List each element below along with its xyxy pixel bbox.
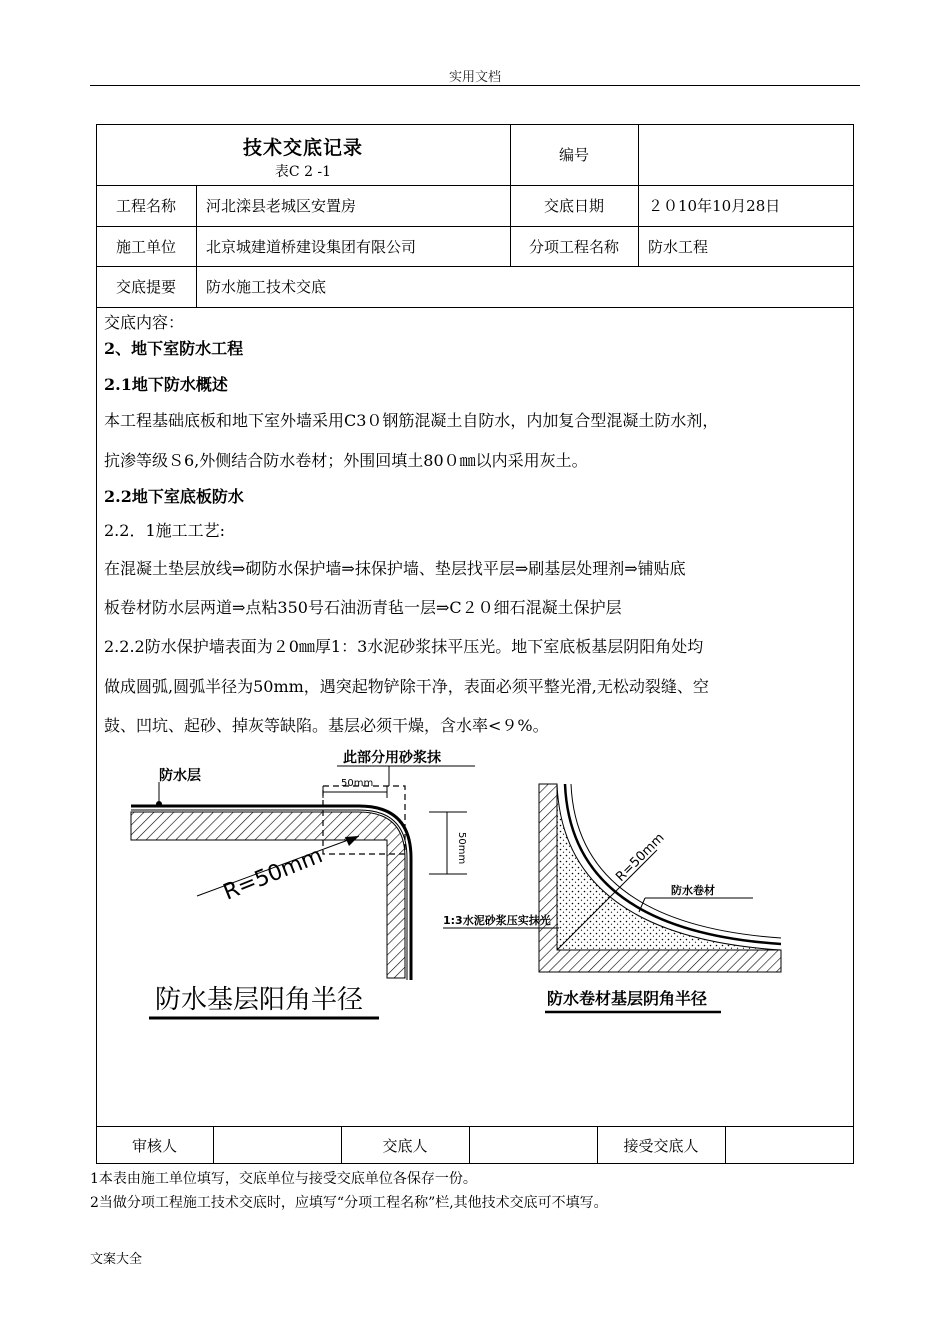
number-label: 编号 (558, 146, 589, 164)
paragraph-line: 抗渗等级Ｓ6,外侧结合防水卷材；外围回填土80０㎜以内采用灰土。 (104, 451, 588, 470)
diagram-area (97, 740, 853, 1125)
reviewer-label: 审核人 (131, 1136, 177, 1155)
date-field[interactable]: ２０10年10月28日 (648, 197, 781, 215)
subproject-label: 分项工程名称 (528, 237, 619, 256)
diagram-caption: 防水卷材基层阴角半径 (547, 989, 708, 1008)
subsection-title: 2.2．1施工工艺: (104, 521, 226, 540)
membrane-label: 防水卷材 (671, 884, 715, 897)
layer-label: 防水层 (159, 768, 201, 784)
page-footer: 文案大全 (90, 1252, 143, 1267)
title-block (96, 126, 510, 184)
content-intro: 交底内容： (104, 313, 185, 332)
paragraph-line: 鼓、凹坑、起砂、掉灰等缺陷。基层必须干燥，含水率<９%。 (104, 716, 549, 735)
paragraph-line: 板卷材防水层两道⇒点粘350号石油沥青毡一层⇒C２０细石混凝土保护层 (104, 598, 622, 617)
mortar-label: 此部分用砂浆抹 (343, 750, 441, 766)
summary-label: 交底提要 (115, 278, 176, 296)
diagram-caption: 防水基层阳角半径 (155, 985, 364, 1015)
dimension-side: 50mm (456, 832, 467, 865)
date-label: 交底日期 (543, 197, 604, 215)
subproject-field[interactable]: 防水工程 (648, 237, 709, 256)
dimension-top: 50mm (341, 778, 374, 789)
project-name-field[interactable]: 河北滦县老城区安置房 (206, 197, 357, 215)
paragraph-line: 在混凝土垫层放线⇒砌防水保护墙⇒抹保护墙、垫层找平层⇒刷基层处理剂⇒铺贴底 (104, 559, 686, 578)
paragraph-line: 做成圆弧,圆弧半径为50mm，遇突起物铲除干净，表面必须平整光滑,无松动裂缝、空 (104, 677, 709, 696)
radius-label: R=50mm (219, 843, 327, 906)
form-number: 表C 2 -1 (274, 164, 332, 180)
header-rule (90, 85, 860, 86)
note-line: 1本表由施工单位填写，交底单位与接受交底单位各保存一份。 (90, 1171, 477, 1187)
number-field[interactable] (638, 124, 854, 185)
paragraph-line: 本工程基础底板和地下室外墙采用C3０钢筋混凝土自防水，内加复合型混凝土防水剂， (104, 411, 719, 430)
subsection-title: 2.1地下防水概述 (104, 375, 228, 394)
note-line: 2当做分项工程施工技术交底时，应填写“分项工程名称”栏,其他技术交底可不填写。 (90, 1195, 608, 1211)
document-title: 技术交底记录 (242, 137, 363, 159)
receiver-field[interactable] (725, 1126, 854, 1164)
radius-arrow (345, 836, 359, 846)
unit-label: 施工单位 (115, 237, 176, 256)
reviewer-field[interactable] (213, 1126, 341, 1164)
presenter-label: 交底人 (382, 1136, 428, 1155)
subsection-title: 2.2地下室底板防水 (104, 487, 244, 506)
unit-field[interactable]: 北京城建道桥建设集团有限公司 (206, 237, 417, 256)
table-rule (96, 307, 854, 308)
external-corner-diagram (131, 749, 475, 1018)
receiver-label: 接受交底人 (623, 1136, 699, 1155)
presenter-field[interactable] (469, 1126, 597, 1164)
summary-field[interactable]: 防水施工技术交底 (206, 278, 327, 296)
section-title: 2、地下室防水工程 (104, 339, 244, 358)
mortar-label: 1:3水泥砂浆压实抹光 (443, 914, 551, 927)
radius-label: R=50mm (613, 830, 668, 885)
base-hatch (131, 812, 405, 978)
page-header: 实用文档 (448, 70, 501, 85)
internal-corner-diagram (443, 784, 781, 1012)
project-name-label: 工程名称 (115, 197, 176, 215)
paragraph-line: 2.2.2防水保护墙表面为２0㎜厚1：3水泥砂浆抹平压光。地下室底板基层阴阳角处均 (104, 637, 704, 656)
